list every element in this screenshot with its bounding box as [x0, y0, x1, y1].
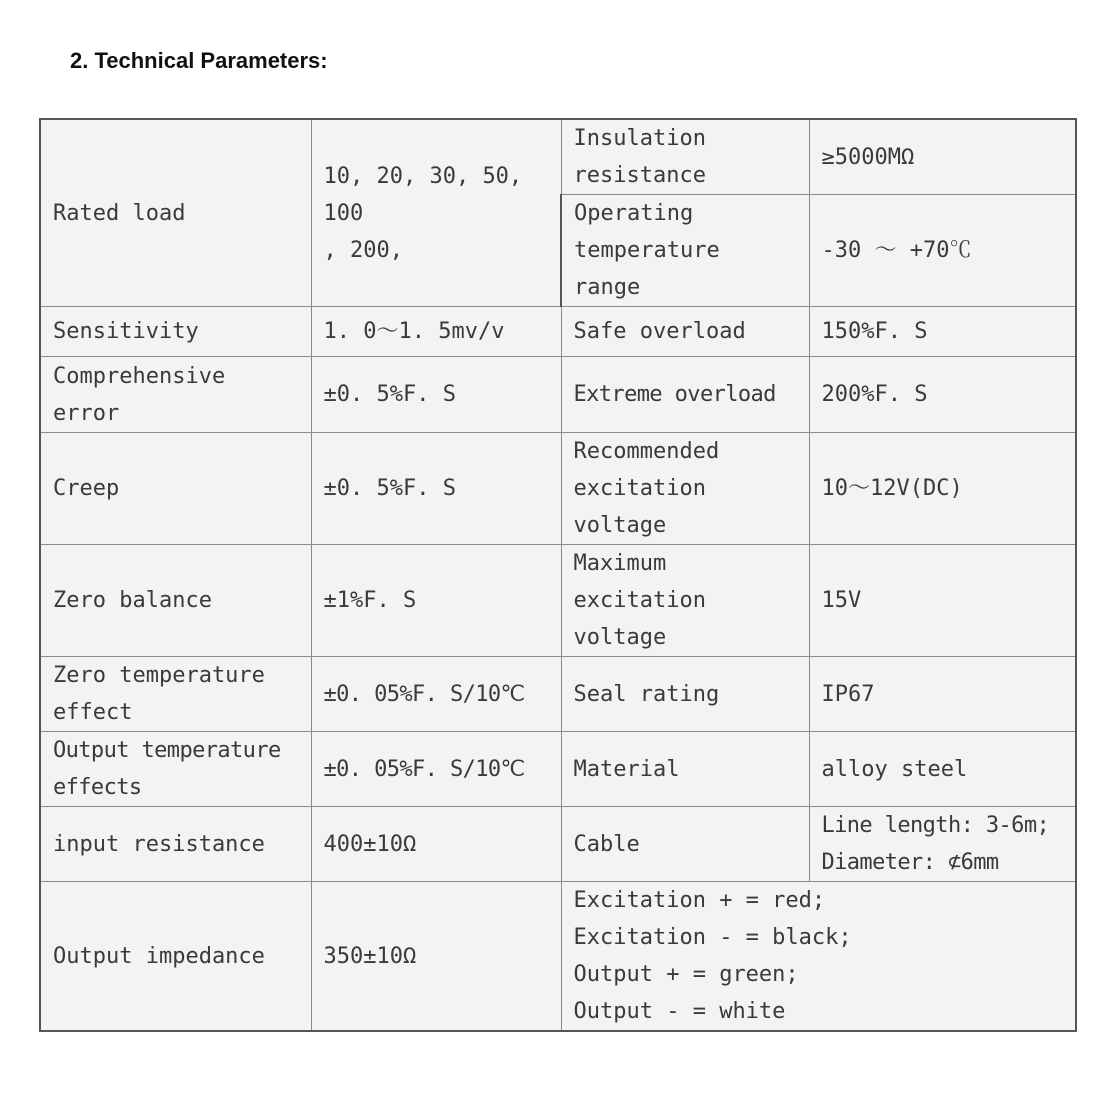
output-impedance-value: 350±10Ω	[311, 882, 561, 1032]
creep-label: Creep	[40, 433, 311, 545]
creep-value: ±0. 5%F. S	[311, 433, 561, 545]
input-resistance-label: input resistance	[40, 807, 311, 882]
table-row	[40, 433, 1076, 545]
cable-value: Line length: 3-6m; Diameter: ⊄6mm	[809, 807, 1076, 882]
recommended-excitation-value: 10～12V(DC)	[809, 433, 1076, 545]
insulation-resistance-label: Insulation resistance	[561, 119, 809, 195]
zero-balance-label: Zero balance	[40, 545, 311, 657]
wiring-color-code: Excitation + = red; Excitation - = black; Output + = green; Output - = white	[561, 882, 1076, 1032]
seal-rating-label: Seal rating	[561, 657, 809, 732]
table-row	[40, 545, 1076, 657]
input-resistance-value: 400±10Ω	[311, 807, 561, 882]
output-temperature-effects-label: Output temperature effects	[40, 732, 311, 807]
output-temperature-effects-value: ±0. 05%F. S/10℃	[311, 732, 561, 807]
section-heading: 2. Technical Parameters:	[70, 48, 328, 73]
comprehensive-error-value: ±0. 5%F. S	[311, 357, 561, 433]
table-row	[40, 119, 1076, 195]
material-label: Material	[561, 732, 809, 807]
output-impedance-label: Output impedance	[40, 882, 311, 1032]
safe-overload-label: Safe overload	[561, 307, 809, 357]
zero-temperature-effect-label: Zero temperature effect	[40, 657, 311, 732]
maximum-excitation-value: 15V	[809, 545, 1076, 657]
recommended-excitation-label: Recommended excitation voltage	[561, 433, 809, 545]
insulation-resistance-value: ≥5000MΩ	[809, 119, 1076, 195]
technical-parameters-table	[39, 118, 1077, 1032]
safe-overload-value: 150%F. S	[809, 307, 1076, 357]
table-row	[40, 357, 1076, 433]
extreme-overload-value: 200%F. S	[809, 357, 1076, 433]
sensitivity-label: Sensitivity	[40, 307, 311, 357]
operating-temperature-value: -30 ～ +70℃	[809, 195, 1076, 307]
extreme-overload-label: Extreme overload	[561, 357, 809, 433]
rated-load-label: Rated load	[40, 119, 311, 307]
zero-temperature-effect-value: ±0. 05%F. S/10℃	[311, 657, 561, 732]
operating-temperature-label: Operating temperature range	[561, 195, 809, 307]
rated-load-value: 10, 20, 30, 50, 100 , 200,	[311, 119, 561, 307]
table-row	[40, 307, 1076, 357]
zero-balance-value: ±1%F. S	[311, 545, 561, 657]
cable-label: Cable	[561, 807, 809, 882]
table-row	[40, 882, 1076, 1032]
maximum-excitation-label: Maximum excitation voltage	[561, 545, 809, 657]
table-row	[40, 807, 1076, 882]
seal-rating-value: IP67	[809, 657, 1076, 732]
sensitivity-value: 1. 0～1. 5mv/v	[311, 307, 561, 357]
table-row	[40, 657, 1076, 732]
material-value: alloy steel	[809, 732, 1076, 807]
table-row	[40, 732, 1076, 807]
comprehensive-error-label: Comprehensive error	[40, 357, 311, 433]
